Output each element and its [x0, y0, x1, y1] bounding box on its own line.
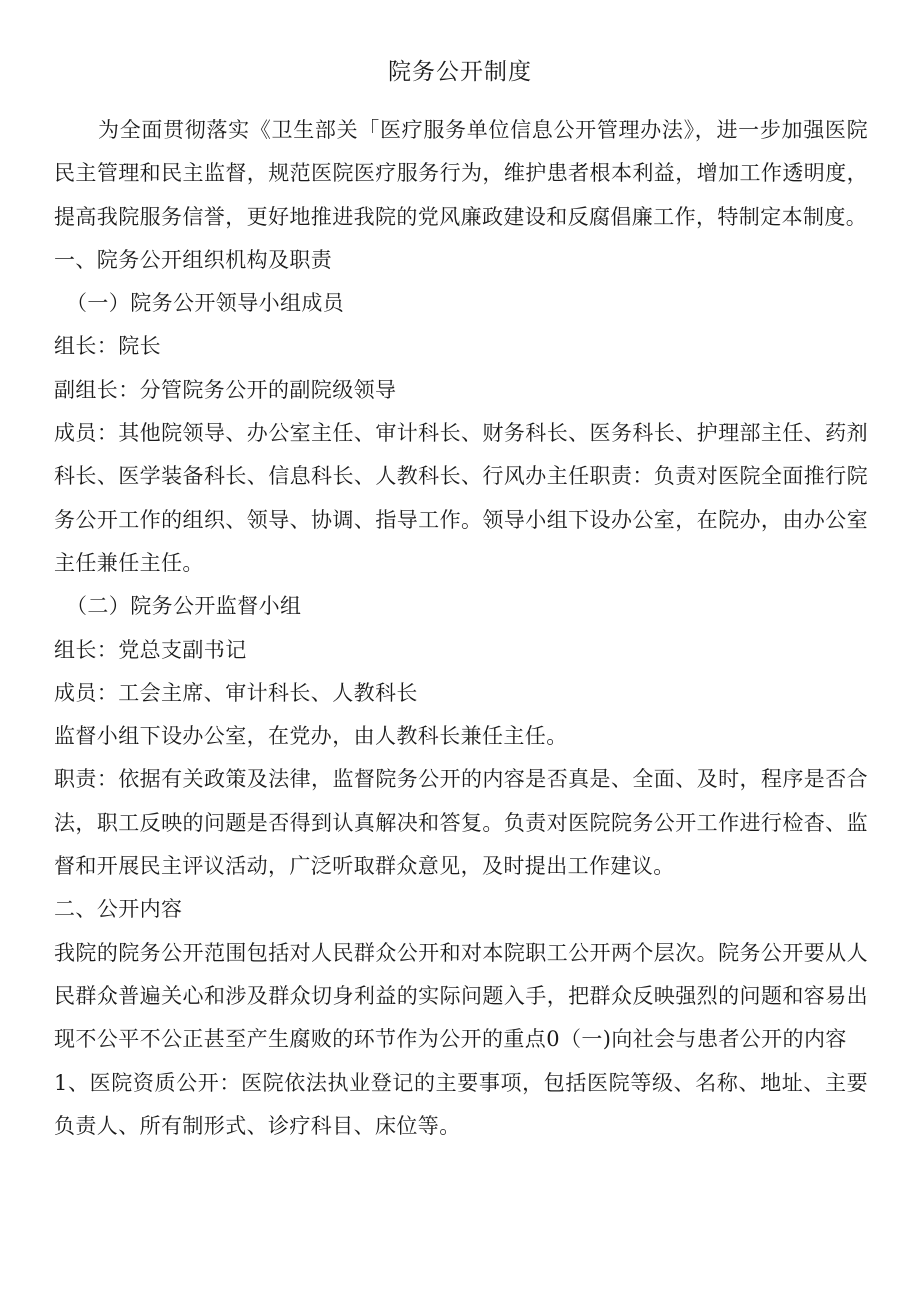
members-duties-paragraph: 成员：其他院领导、办公室主任、审计科长、财务科长、医务科长、护理部主任、药剂科长、医学装备科长、信息科长、人教科长、行风办主任职责：负责对医院全面推行院务公开工作的组织、领导、协调、指导工作。领导小组下设办公室，在院办，由办公室主任兼任主任。	[54, 421, 868, 575]
section-heading-2: 二、公开内容	[54, 897, 183, 922]
supervision-duties-paragraph: 职责：依据有关政策及法律，监督院务公开的内容是否真是、全面、及时，程序是否合法，职工反映的问题是否得到认真解决和答复。负责对医院院务公开工作进行检杳、监督和开展民主评议活动，广泛听取群众意见，及时提出工作建议。	[54, 767, 868, 879]
leader-line: 组长：院长	[54, 334, 161, 359]
supervision-members-line: 成员：工会主席、审计科长、人教科长	[54, 680, 418, 705]
disclosure-scope-paragraph: 我院的院务公开范围包括对人民群众公开和对本院职工公开两个层次。院务公开要从人民群众普遍关心和涉及群众切身利益的实际问题入手，把群众反映强烈的问题和容易出现不公平不公正甚至产生腐败的环节作为公开的重点0（一)向社会与患者公开的内容	[54, 940, 868, 1052]
intro-paragraph: 为全面贯彻落实《卫生部关「医疗服务单位信息公开管理办法》，进一步加强医院民主管理和民主监督，规范医院医疗服务行为，维护患者根本利益，增加工作透明度，提高我院服务信誉，更好地推进我院的党风廉政建设和反腐倡廉工作，特制定本制度。	[54, 118, 868, 229]
section-heading-1: 一、院务公开组织机构及职责	[54, 247, 333, 272]
supervision-leader-line: 组长：党总支副书记	[54, 637, 247, 662]
document-body	[54, 109, 868, 1148]
subsection-heading-supervision: （二）院务公开监督小组	[66, 594, 302, 619]
deputy-leader-line: 副组长：分管院务公开的副院级领导	[54, 377, 397, 402]
supervision-office-line: 监督小组下设办公室，在党办，由人教科长兼任主任。	[54, 724, 568, 749]
hospital-qualification-paragraph: 1、医院资质公开：医院依法执业登记的主要事项，包括医院等级、名称、地址、主要负责人、所有制形式、诊疗科目、床位等。	[54, 1070, 868, 1138]
subsection-heading-leadership: （一）院务公开领导小组成员	[66, 291, 345, 316]
document-title: 院务公开制度	[388, 59, 532, 85]
